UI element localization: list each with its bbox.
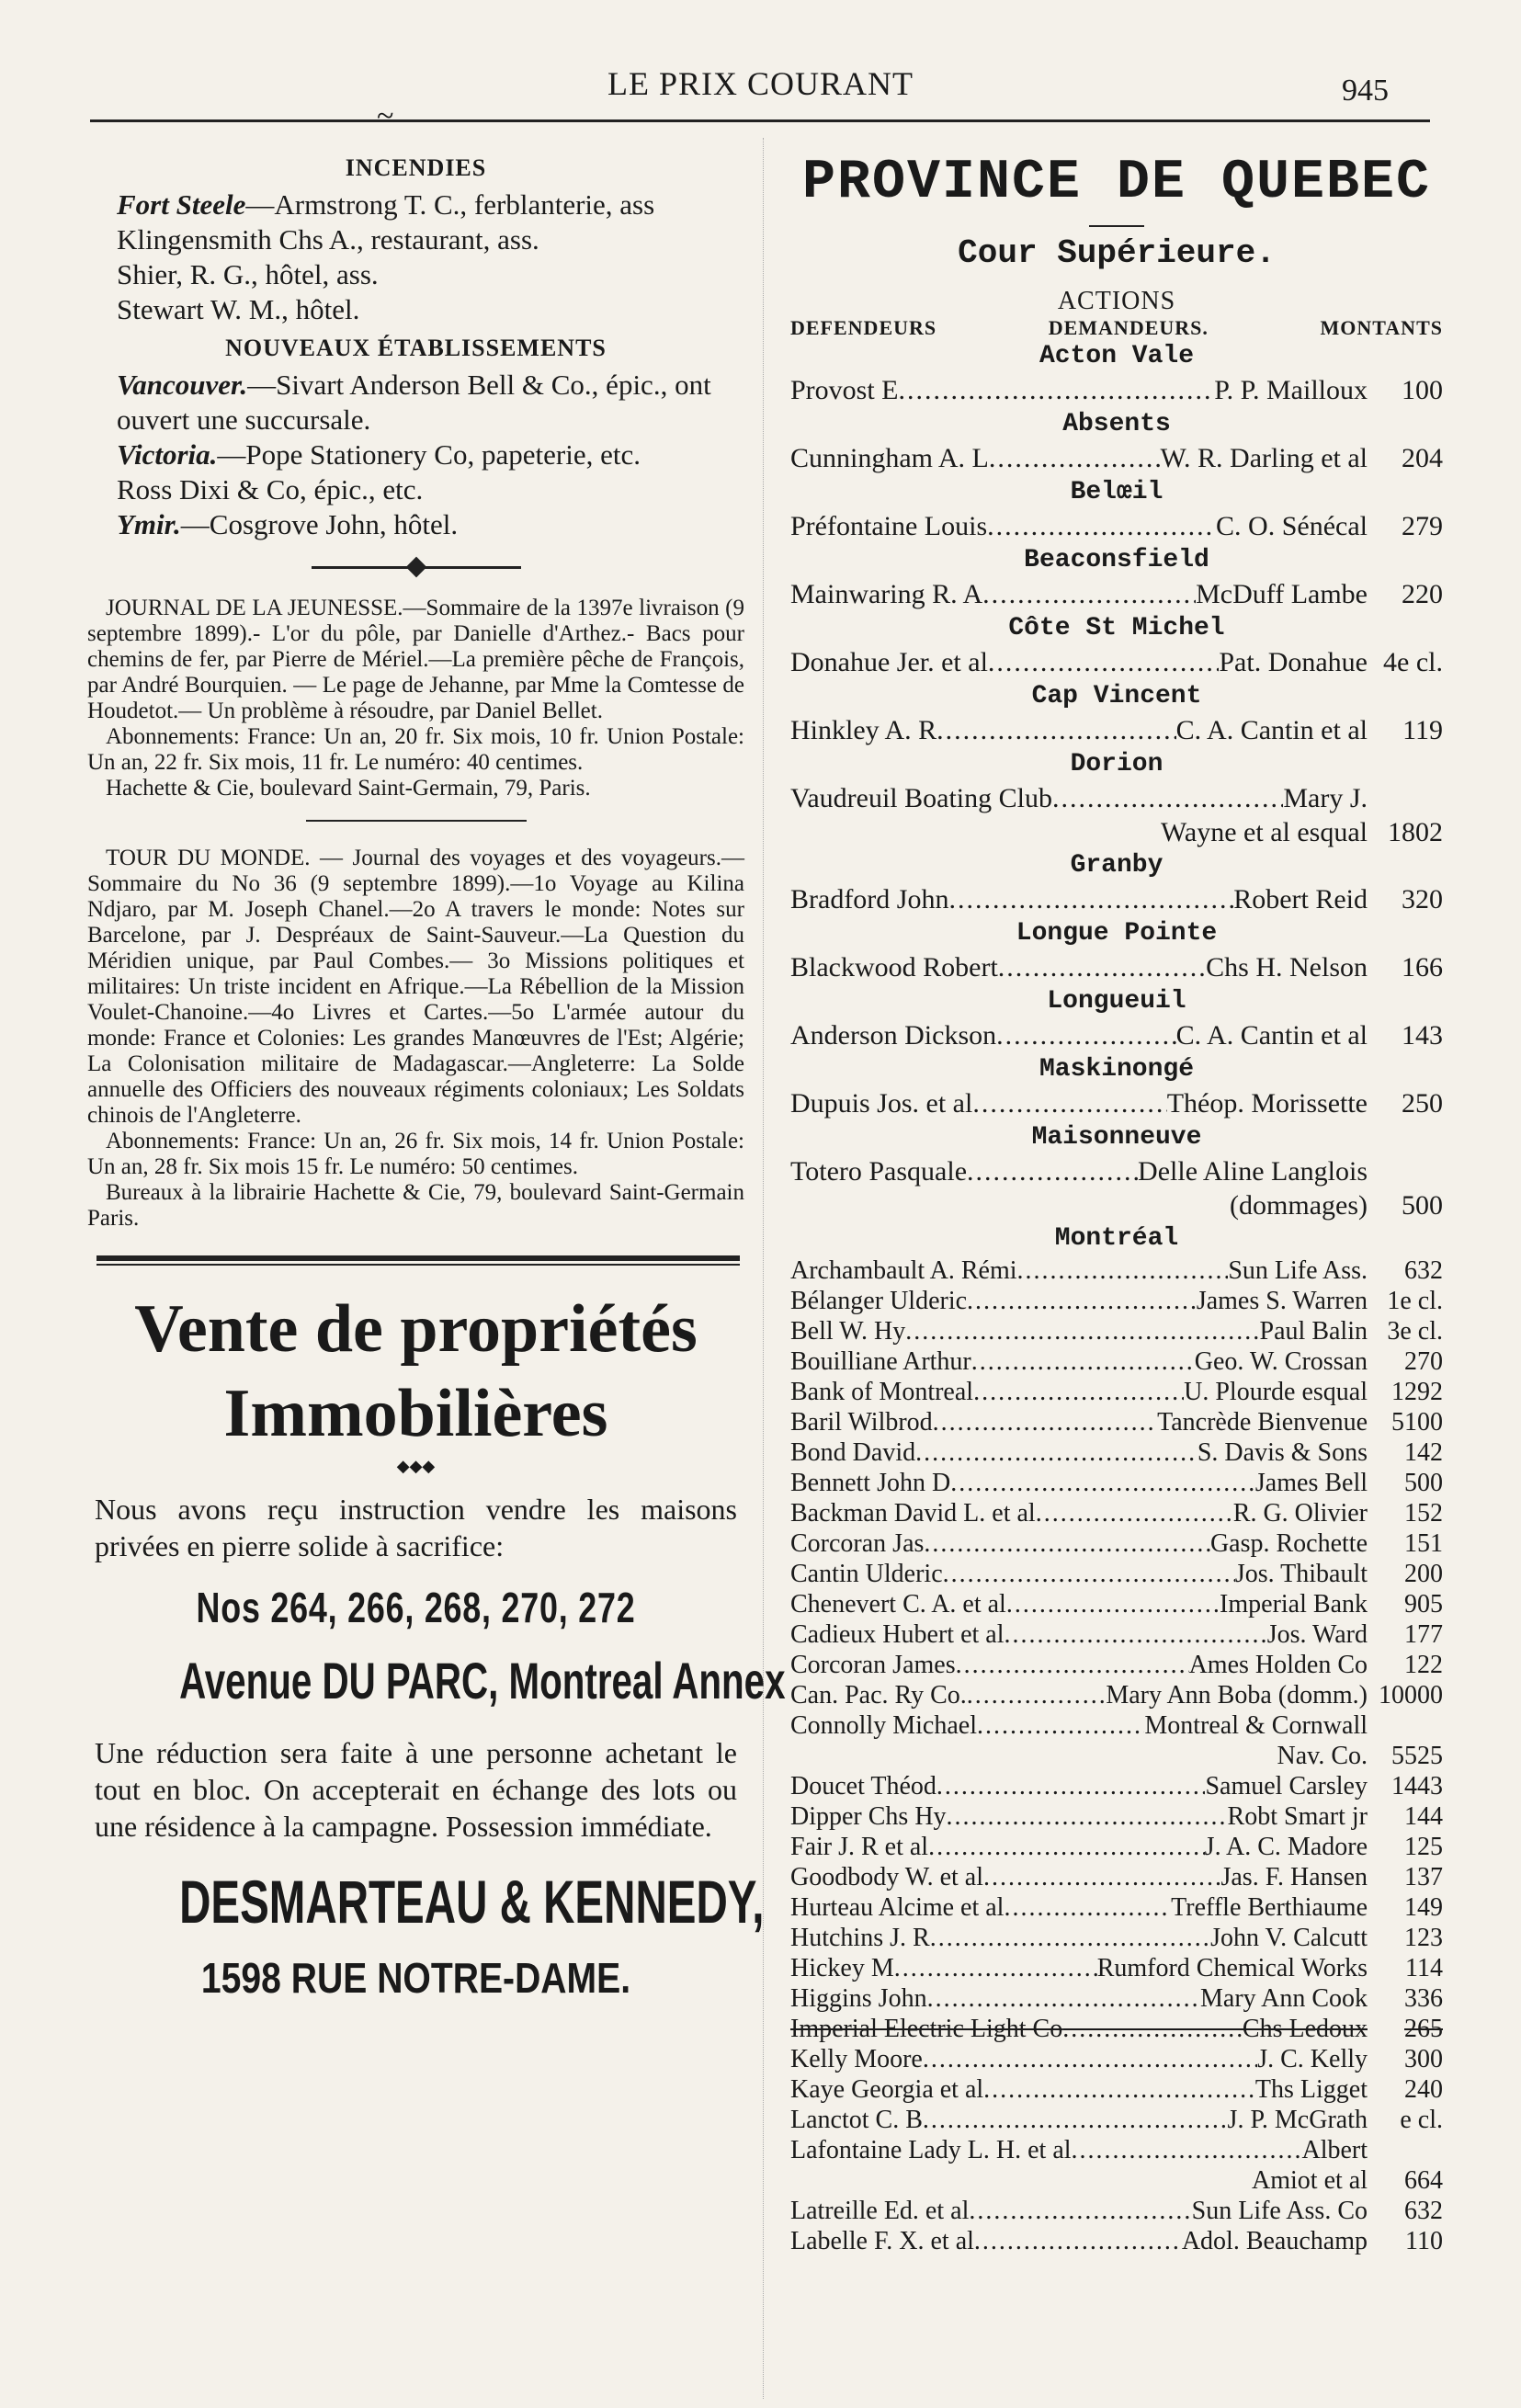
defendant: Mainwaring R. A (790, 579, 983, 609)
plaintiff: P. P. Mailloux (1214, 375, 1368, 405)
location-heading: Absents (1062, 410, 1171, 438)
amount: 250 (1402, 1088, 1443, 1119)
case-row (790, 781, 1443, 816)
defendant: Lafontaine Lady L. H. et al (790, 2136, 1072, 2164)
amount: 110 (1405, 2227, 1443, 2255)
leader (1004, 1619, 1266, 1650)
leader (1006, 1589, 1220, 1619)
leader (983, 2074, 1255, 2105)
amount: 1443 (1391, 1772, 1443, 1800)
column-divider (763, 138, 764, 2399)
amount: 279 (1402, 511, 1443, 541)
plaintiff: Théop. Morissette (1166, 1088, 1368, 1119)
defendant: Hutchins J. R (790, 1924, 930, 1952)
plaintiff: Robert Reid (1233, 884, 1368, 914)
incendies-heading: INCENDIES (345, 154, 487, 181)
journal-summary: JOURNAL DE LA JEUNESSE.—Sommaire de la 1397e livraison (9 septembre 1899).- L'or du pôle, par Danielle d'Arthez.- Bacs pour chemins de fer, par Pierre de Mériel.—La première pêche de François, par André Bourquien. — Le page de Jehanne, par Mme la Comtesse de Houdetot.— Un problème à résoudre, par Daniel Bellet. (87, 596, 744, 723)
leader (996, 1018, 1176, 1053)
case-row (790, 1650, 1443, 1680)
defendant: Lanctot C. B (790, 2106, 923, 2134)
case-row (790, 1559, 1443, 1589)
case-row (790, 1377, 1443, 1407)
plaintiff: Samuel Carsley (1205, 1772, 1368, 1800)
etablissements-entry: Vancouver.—Sivart Anderson Bell & Co., épic., ont ouvert une succursale. (117, 369, 711, 436)
amount: 119 (1402, 715, 1443, 745)
defendant: Bond David (790, 1438, 916, 1467)
case-row (790, 1862, 1443, 1892)
leader (983, 1862, 1220, 1892)
case-row (790, 1953, 1443, 1983)
defendant: Totero Pasquale (790, 1156, 968, 1187)
incendies-entry: Klingensmith Chs A., restaurant, ass. (117, 223, 539, 256)
leader (899, 373, 1215, 408)
right-column (790, 152, 1443, 2256)
location-heading: Côte St Michel (1008, 614, 1225, 642)
amount: 144 (1404, 1802, 1443, 1831)
plaintiff: W. R. Darling et al (1160, 443, 1368, 473)
leader (988, 645, 1219, 680)
location-heading: Maisonneuve (1031, 1123, 1202, 1152)
defendant: Anderson Dickson (790, 1020, 997, 1051)
leader (894, 1953, 1097, 1983)
plaintiff: Mary J. (1283, 783, 1368, 813)
amount: 125 (1404, 1833, 1443, 1861)
title-rule (1089, 225, 1144, 227)
location-heading: Granby (1070, 851, 1163, 880)
section-separator (87, 559, 744, 575)
case-row (790, 713, 1443, 748)
amount: 5525 (1391, 1742, 1443, 1770)
ad-title-line1: Vente de propriétés (134, 1291, 698, 1367)
case-row-continuation (790, 816, 1443, 849)
amount: 220 (1402, 579, 1443, 609)
leader (927, 1983, 1200, 2014)
plaintiff: Montreal & Cornwall (1144, 1711, 1368, 1740)
leader (998, 950, 1206, 985)
plaintiff: Rumford Chemical Works (1096, 1954, 1368, 1982)
leader (989, 441, 1161, 476)
case-row (790, 882, 1443, 917)
plaintiff: C. A. Cantin et al (1175, 1020, 1368, 1051)
plaintiff: Gasp. Rochette (1209, 1529, 1368, 1558)
incendies-entry: Stewart W. M., hôtel. (117, 293, 360, 325)
amount: 240 (1404, 2075, 1443, 2104)
defendant: Archambault A. Rémi (790, 1256, 1017, 1285)
defendant: Doucet Théod (790, 1772, 936, 1800)
leader (915, 1437, 1198, 1468)
case-row (790, 1437, 1443, 1468)
incendies-list (87, 187, 744, 327)
plaintiff: James S. Warren (1196, 1287, 1368, 1315)
defendant: Bouilliane Arthur (790, 1347, 971, 1376)
actions-heading: ACTIONS (1057, 287, 1176, 315)
defendant: Cadieux Hubert et al (790, 1620, 1005, 1649)
defendant: Donahue Jer. et al (790, 647, 988, 677)
location-heading: Cap Vincent (1031, 682, 1202, 710)
amount: 265 (1404, 2015, 1443, 2043)
leader (1072, 2135, 1302, 2165)
case-row (790, 1154, 1443, 1189)
etablissements-list (87, 368, 744, 542)
location-heading: Longue Pointe (1016, 919, 1218, 948)
defendant: Hurteau Alcime et al (790, 1893, 1005, 1922)
case-row (790, 1923, 1443, 1953)
plaintiff: Robt Smart jr (1227, 1802, 1368, 1831)
defendant: Corcoran Jas (790, 1529, 925, 1558)
column-headers (790, 316, 1443, 340)
defendeurs-header: DEFENDEURS (790, 316, 937, 339)
case-row (790, 645, 1443, 680)
case-row (790, 441, 1443, 476)
amount: 149 (1404, 1893, 1443, 1922)
case-row (790, 373, 1443, 408)
plaintiff: John V. Calcutt (1210, 1924, 1368, 1952)
leader (967, 1680, 1107, 1710)
leader (972, 1086, 1166, 1121)
amount: 166 (1402, 952, 1443, 983)
defendant: Hinkley A. R (790, 715, 937, 745)
ad-body: Une réduction sera faite à une personne achetant le tout en bloc. On accepterait en échange des lots ou une résidence à la campagne. Possession immédiate. (95, 1736, 737, 1843)
amount: 3e cl. (1387, 1317, 1443, 1346)
tour-summary: TOUR DU MONDE. — Journal des voyages et des voyageurs.—Sommaire du No 36 (9 septembre 1899).—1o Voyage au Kilina Ndjaro, par M. Joseph Chanel.—2o A travers le monde: Notes sur Barcelone, par J. Despréaux de Saint-Sauveur.—La Question du Méridien unique, par Paul Combes.— 3o Missions politiques et militaires: Un triste incident en Afrique.—La Rébellion de la Mission Voulet-Chanoine.—4o Livres et Cartes.—5o L'armée autour du monde: France et Colonies: Les grandes Manœuvres de l'Est; Algérie; La Colonisation militaire de Madagascar.—Angleterre: La Solde annuelle des Officiers des nouveaux régiments coloniaux; Les Soldats chinois de l'Angleterre. (87, 846, 744, 1128)
location-heading: Dorion (1070, 750, 1163, 778)
montreal-section (790, 1222, 1443, 2256)
case-row (790, 1018, 1443, 1053)
defendant: Cunningham A. L (790, 443, 989, 473)
plaintiff: J. C. Kelly (1257, 2045, 1368, 2073)
case-row (790, 1407, 1443, 1437)
case-row (790, 2044, 1443, 2074)
case-row (790, 509, 1443, 544)
case-row-continuation (790, 1741, 1443, 1771)
defendant: Bradford John (790, 884, 949, 914)
amount: 500 (1402, 1190, 1443, 1221)
leader (923, 2105, 1228, 2135)
defendant: Dupuis Jos. et al (790, 1088, 973, 1119)
leader (1062, 2014, 1243, 2044)
amount: 905 (1404, 1590, 1443, 1619)
leader (982, 577, 1196, 612)
leader (967, 1286, 1197, 1316)
amount: 10000 (1379, 1681, 1443, 1709)
case-row (790, 2014, 1443, 2044)
plaintiff: Delle Aline Langlois (1138, 1156, 1368, 1187)
case-row (790, 1255, 1443, 1286)
journal-publisher: Hachette & Cie, boulevard Saint-Germain, 79, Paris. (106, 776, 591, 801)
case-row (790, 1892, 1443, 1923)
journal-subscription: Abonnements: France: Un an, 20 fr. Six mois, 10 fr. Union Postale: Un an, 22 fr. Six mois, 11 fr. Le numéro: 40 centimes. (87, 724, 744, 775)
plaintiff: Mary Ann Cook (1200, 1984, 1368, 2013)
leader (1052, 781, 1283, 816)
plaintiff: R. G. Olivier (1232, 1499, 1368, 1528)
amount: 632 (1404, 1256, 1443, 1285)
case-row (790, 1086, 1443, 1121)
amount: 123 (1404, 1924, 1443, 1952)
header-ornament: ~ (377, 99, 394, 133)
plaintiff: Adol. Beauchamp (1181, 2227, 1368, 2255)
leader (956, 1650, 1189, 1680)
plaintiff-continued: Amiot et al (1252, 2166, 1368, 2195)
case-row (790, 1832, 1443, 1862)
plaintiff-continued: (dommages) (1230, 1190, 1368, 1221)
defendant: Can. Pac. Ry Co. (790, 1681, 967, 1709)
leader (905, 1316, 1259, 1346)
plaintiff: Chs H. Nelson (1206, 952, 1368, 983)
location-heading: Longueuil (1047, 987, 1186, 1016)
leader (1004, 1892, 1171, 1923)
leader (930, 1923, 1210, 1953)
defendant: Kaye Georgia et al (790, 2075, 984, 2104)
plaintiff: Paul Balin (1259, 1317, 1368, 1346)
plaintiff: James Bell (1254, 1469, 1368, 1497)
header-rule (90, 119, 1430, 122)
amount: e cl. (1400, 2106, 1443, 2134)
location-heading: Maskinongé (1039, 1055, 1195, 1084)
case-row (790, 950, 1443, 985)
amount: 200 (1404, 1560, 1443, 1588)
case-row (790, 1346, 1443, 1377)
leader (936, 1771, 1206, 1801)
amount: 122 (1404, 1651, 1443, 1679)
ad-house-numbers: Nos 264, 266, 268, 270, 272 (196, 1584, 636, 1631)
plaintiff-continued: Wayne et al esqual (1161, 817, 1368, 847)
case-row (790, 2135, 1443, 2165)
amount: 5100 (1391, 1408, 1443, 1437)
case-row (790, 1680, 1443, 1710)
location-heading: Belœil (1070, 478, 1163, 506)
defendant: Labelle F. X. et al (790, 2227, 974, 2255)
leader (936, 713, 1176, 748)
defendant: Chenevert C. A. et al (790, 1590, 1006, 1619)
case-row (790, 577, 1443, 612)
page-number: 945 (1342, 74, 1389, 108)
defendant: Bank of Montreal (790, 1378, 974, 1406)
tour-publisher: Bureaux à la librairie Hachette & Cie, 79, boulevard Saint-Germain Paris. (87, 1180, 744, 1231)
case-row (790, 2074, 1443, 2105)
property-advertisement (87, 1289, 786, 2003)
leader (974, 2226, 1182, 2256)
amount: 300 (1404, 2045, 1443, 2073)
defendant: Provost E (790, 375, 899, 405)
amount: 632 (1404, 2197, 1443, 2225)
page-header-title: LE PRIX COURANT (607, 65, 914, 102)
ad-ornament: ◆◆◆ (396, 1457, 436, 1475)
plaintiff: Chs Ledoux (1242, 2015, 1368, 2043)
leader (1036, 1498, 1233, 1528)
leader (924, 1528, 1210, 1559)
location-heading-montreal: Montréal (1054, 1224, 1179, 1253)
amount: 270 (1404, 1347, 1443, 1376)
montreal-cases (790, 1255, 1443, 2256)
defendant: Higgins John (790, 1984, 927, 2013)
cases-list (790, 340, 1443, 1222)
case-row (790, 1286, 1443, 1316)
amount: 137 (1404, 1863, 1443, 1891)
case-row (790, 1619, 1443, 1650)
tour-subscription: Abonnements: France: Un an, 26 fr. Six mois, 14 fr. Union Postale: Un an, 28 fr. Six mois 15 fr. Le numéro: 50 centimes. (87, 1129, 744, 1179)
case-row (790, 1771, 1443, 1801)
leader (973, 1377, 1184, 1407)
plaintiff: Treffle Berthiaume (1171, 1893, 1368, 1922)
etablissements-entry: Victoria.—Pope Stationery Co, papeterie, etc. (117, 438, 641, 471)
leader (928, 1832, 1205, 1862)
etablissements-heading: NOUVEAUX ÉTABLISSEMENTS (225, 335, 607, 361)
amount: 152 (1404, 1499, 1443, 1528)
defendant: Backman David L. et al (790, 1499, 1036, 1528)
ad-title-line2: Immobilières (223, 1376, 608, 1451)
demandeurs-header: DEMANDEURS. (1048, 316, 1209, 339)
plaintiff: Ames Holden Co (1188, 1651, 1368, 1679)
defendant: Hickey M (790, 1954, 894, 1982)
amount: 500 (1404, 1469, 1443, 1497)
plaintiff: Imperial Bank (1220, 1590, 1368, 1619)
ad-firm-name: DESMARTEAU & KENNEDY, (179, 1868, 765, 1936)
defendant: Kelly Moore (790, 2045, 923, 2073)
plaintiff-continued: Nav. Co. (1277, 1742, 1368, 1770)
plaintiff: S. Davis & Sons (1197, 1438, 1368, 1467)
plaintiff: Albert (1301, 2136, 1368, 2164)
case-row (790, 2105, 1443, 2135)
leader (969, 2196, 1191, 2226)
plaintiff: McDuff Lambe (1196, 579, 1368, 609)
montants-header: MONTANTS (1320, 316, 1443, 339)
plaintiff: J. A. C. Madore (1204, 1833, 1368, 1861)
case-row (790, 1801, 1443, 1832)
defendant: Cantin Ulderic (790, 1560, 943, 1588)
case-row-continuation (790, 2165, 1443, 2196)
case-row (790, 1528, 1443, 1559)
amount: 100 (1402, 375, 1443, 405)
plaintiff: U. Plourde esqual (1184, 1378, 1368, 1406)
case-row (790, 1589, 1443, 1619)
incendies-entry: Shier, R. G., hôtel, ass. (117, 258, 379, 290)
defendant: Baril Wilbrod (790, 1408, 933, 1437)
case-row-continuation (790, 1189, 1443, 1222)
case-row (790, 1468, 1443, 1498)
amount: 1e cl. (1387, 1287, 1443, 1315)
amount: 1292 (1391, 1378, 1443, 1406)
court-title: Cour Supérieure. (958, 234, 1276, 272)
case-row (790, 1983, 1443, 2014)
leader (977, 1710, 1144, 1741)
leader (1017, 1255, 1229, 1286)
incendies-entry: Fort Steele—Armstrong T. C., ferblanterie, ass (117, 188, 655, 221)
amount: 204 (1402, 443, 1443, 473)
defendant: Bell W. Hy (790, 1317, 906, 1346)
defendant: Vaudreuil Boating Club (790, 783, 1052, 813)
ad-avenue: Avenue DU PARC, Montreal Annex (179, 1652, 786, 1709)
plaintiff: Pat. Donahue (1219, 647, 1368, 677)
case-row (790, 1710, 1443, 1741)
plaintiff: Jos. Ward (1266, 1620, 1368, 1649)
etablissements-entry: Ymir.—Cosgrove John, hôtel. (117, 508, 459, 540)
leader (947, 1801, 1228, 1832)
amount: 4e cl. (1383, 647, 1443, 677)
amount: 151 (1404, 1529, 1443, 1558)
plaintiff: Geo. W. Crossan (1194, 1347, 1368, 1376)
amount: 142 (1404, 1438, 1443, 1467)
defendant: Corcoran James (790, 1651, 956, 1679)
plaintiff: Tancrède Bienvenue (1157, 1408, 1368, 1437)
defendant: Goodbody W. et al (790, 1863, 983, 1891)
defendant: Bélanger Ulderic (790, 1287, 968, 1315)
amount: 320 (1402, 884, 1443, 914)
case-row (790, 1316, 1443, 1346)
advertisement-rule (96, 1255, 740, 1266)
amount: 336 (1404, 1984, 1443, 2013)
leader (967, 1154, 1138, 1189)
ad-address: 1598 RUE NOTRE-DAME. (200, 1954, 631, 2002)
leader (948, 882, 1233, 917)
ad-intro: Nous avons reçu instruction vendre les maisons privées en pierre solide à sacrifice: (95, 1493, 737, 1562)
amount: 1802 (1388, 817, 1443, 847)
plaintiff: Sun Life Ass. (1228, 1256, 1368, 1285)
plaintiff: Mary Ann Boba (domm.) (1106, 1681, 1368, 1709)
leader (933, 1407, 1157, 1437)
tour-du-monde-notice (87, 846, 744, 1232)
amount: 664 (1404, 2166, 1443, 2195)
leader (987, 509, 1216, 544)
location-heading: Beaconsfield (1024, 546, 1209, 574)
plaintiff: Jos. Thibault (1234, 1560, 1368, 1588)
location-heading: Acton Vale (1039, 342, 1195, 370)
journal-jeunesse-notice (87, 596, 744, 801)
defendant: Connolly Michael (790, 1711, 977, 1740)
amount: 114 (1405, 1954, 1443, 1982)
defendant: Bennett John D (790, 1469, 951, 1497)
case-row (790, 2196, 1443, 2226)
plaintiff: Sun Life Ass. Co (1191, 2197, 1368, 2225)
leader (950, 1468, 1255, 1498)
defendant: Imperial Electric Light Co (790, 2015, 1063, 2043)
case-row (790, 1498, 1443, 1528)
leader (943, 1559, 1235, 1589)
leader (923, 2044, 1257, 2074)
defendant: Blackwood Robert (790, 952, 998, 983)
defendant: Préfontaine Louis (790, 511, 988, 541)
amount: 177 (1404, 1620, 1443, 1649)
amount: 143 (1402, 1020, 1443, 1051)
etablissements-entry: Ross Dixi & Co, épic., etc. (117, 473, 424, 505)
plaintiff: J. P. McGrath (1227, 2106, 1368, 2134)
short-rule (306, 820, 527, 822)
leader (971, 1346, 1195, 1377)
defendant: Latreille Ed. et al (790, 2197, 970, 2225)
defendant: Dipper Chs Hy (790, 1802, 947, 1831)
plaintiff: Jas. F. Hansen (1220, 1863, 1368, 1891)
defendant: Fair J. R et al (790, 1833, 929, 1861)
left-column (87, 147, 786, 2003)
province-title: PROVINCE DE QUEBEC (801, 152, 1432, 214)
plaintiff: Ths Ligget (1254, 2075, 1368, 2104)
plaintiff: C. O. Sénécal (1216, 511, 1368, 541)
case-row (790, 2226, 1443, 2256)
plaintiff: C. A. Cantin et al (1175, 715, 1368, 745)
